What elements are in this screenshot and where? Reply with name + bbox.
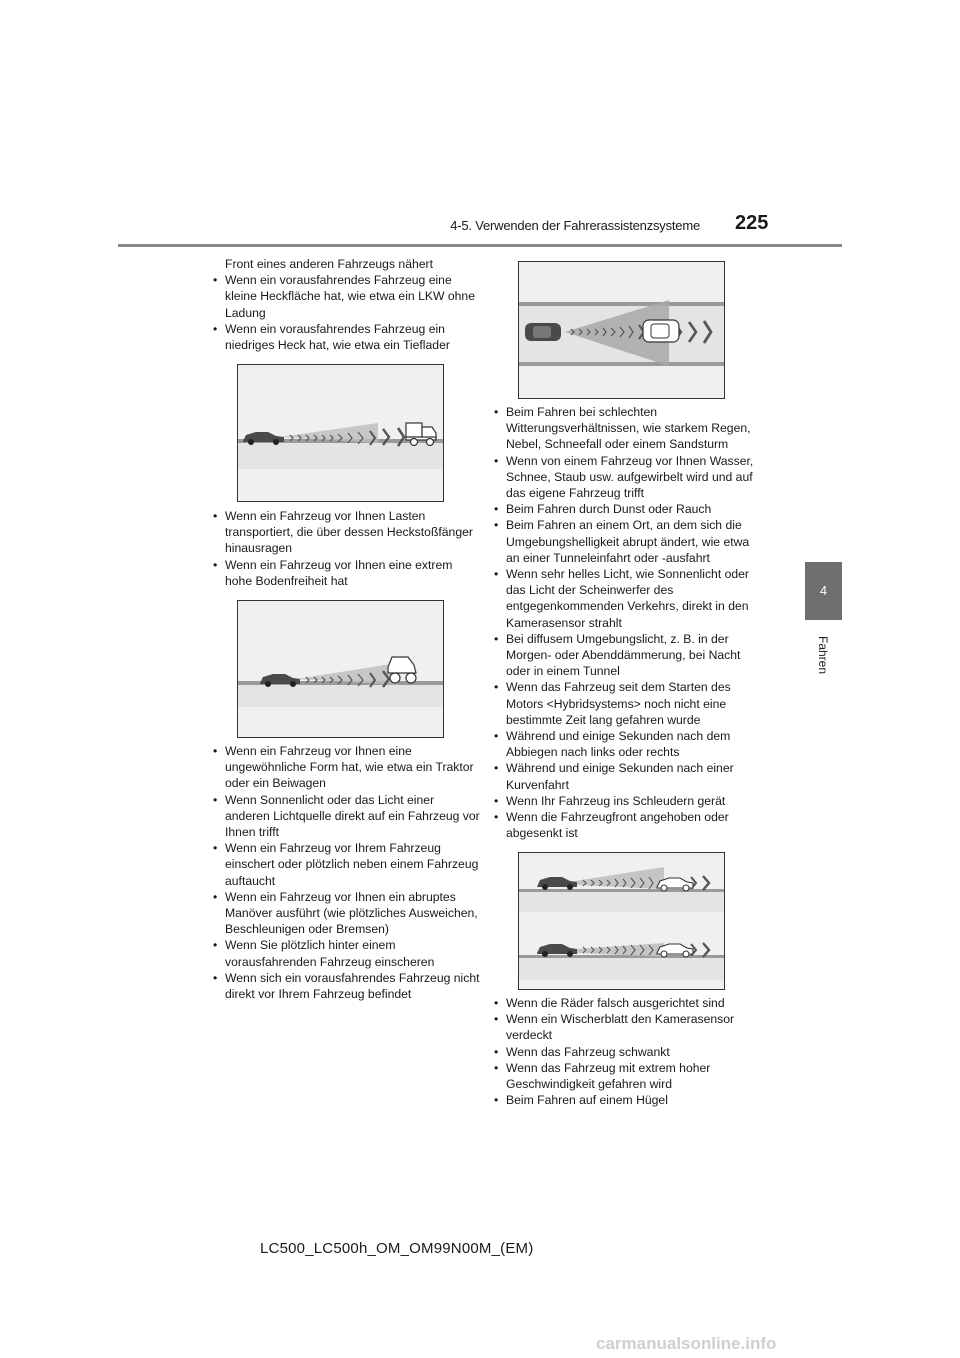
left-text-block-2 (210, 508, 482, 589)
list-item: • Wenn von einem Fahrzeug vor Ihnen Wasser, Schnee, Staub usw. aufgewirbelt wird und auf das eigene Fahrzeug trifft (491, 453, 756, 502)
header-rule (118, 244, 842, 247)
list-item: • Beim Fahren durch Dunst oder Rauch (491, 501, 756, 517)
list-item: • Beim Fahren bei schlechten Witterungsverhältnissen, wie starkem Regen, Nebel, Schneefall oder einem Sandsturm (491, 404, 756, 453)
condition-list (491, 404, 756, 841)
watermark: carmanualsonline.info (596, 1334, 777, 1353)
section-title: 4-5. Verwenden der Fahrerassistenzsysteme (450, 218, 700, 233)
continued-text: Front eines anderen Fahrzeugs nähert (225, 257, 433, 271)
chapter-tab-label: Fahren (816, 636, 830, 675)
list-item: • Wenn Ihr Fahrzeug ins Schleudern gerät (491, 793, 756, 809)
list-item: • Wenn Sie plötzlich hinter einem vorausfahrenden Fahrzeug einscheren (210, 937, 482, 969)
list-item: • Wenn ein vorausfahrendes Fahrzeug ein niedriges Heck hat, wie etwa ein Tieflader (210, 321, 482, 353)
condition-list (210, 272, 482, 353)
list-item: • Wenn ein Fahrzeug vor Ihnen eine ungewöhnliche Form hat, wie etwa ein Traktor oder ein Beiwagen (210, 743, 482, 792)
list-item: • Wenn die Fahrzeugfront angehoben oder abgesenkt ist (491, 809, 756, 841)
vehicle-ahead-icon (643, 320, 679, 342)
list-item: • Während und einige Sekunden nach einer Kurvenfahrt (491, 760, 756, 792)
left-text-block-1 (210, 256, 482, 353)
right-text-block-2 (491, 995, 756, 1108)
list-item: • Wenn sich ein vorausfahrendes Fahrzeug nicht direkt vor Ihrem Fahrzeug befindet (210, 970, 482, 1002)
list-item: • Bei diffusem Umgebungslicht, z. B. in der Morgen- oder Abenddämmerung, bei Nacht oder in einem Tunnel (491, 631, 756, 680)
list-item: • Wenn das Fahrzeug mit extrem hoher Geschwindigkeit gefahren wird (491, 1060, 756, 1092)
list-item: • Während und einige Sekunden nach dem Abbiegen nach links oder rechts (491, 728, 756, 760)
list-item: • Wenn sehr helles Licht, wie Sonnenlicht oder das Licht der Scheinwerfer des entgegenkommenden Verkehrs, direkt in den Kamerasensor strahlt (491, 566, 756, 631)
illustration-vehicle-front-pitch (518, 852, 725, 990)
list-item: • Wenn ein Fahrzeug vor Ihrem Fahrzeug einschert oder plötzlich neben einem Fahrzeug auftaucht (210, 840, 482, 889)
illustration-vehicle-ahead-cone (518, 261, 725, 399)
left-text-block-3 (210, 743, 482, 1002)
list-item: • Wenn ein vorausfahrendes Fahrzeug eine kleine Heckfläche hat, wie etwa ein LKW ohne Ladung (210, 272, 482, 321)
list-item: • Wenn ein Fahrzeug vor Ihnen Lasten transportiert, die über dessen Heckstoßfänger hinausragen (210, 508, 482, 557)
document-code: LC500_LC500h_OM_OM99N00M_(EM) (260, 1240, 534, 1257)
own-car-icon (525, 323, 561, 341)
list-item: • Beim Fahren auf einem Hügel (491, 1092, 756, 1108)
chapter-tab: 4 (805, 562, 842, 620)
list-item: • Wenn ein Wischerblatt den Kamerasensor verdeckt (491, 1011, 756, 1043)
illustration-high-ground-clearance (237, 600, 444, 738)
list-item: • Wenn die Räder falsch ausgerichtet sind (491, 995, 756, 1011)
high-vehicle-icon (388, 657, 416, 683)
right-text-block-1 (491, 404, 756, 841)
page-number: 225 (735, 212, 769, 234)
list-item: • Wenn das Fahrzeug seit dem Starten des Motors <Hybridsystems> noch nicht eine bestimmte Zeit lang gefahren wurde (491, 679, 756, 728)
condition-list (491, 995, 756, 1108)
list-item: • Wenn Sonnenlicht oder das Licht einer anderen Lichtquelle direkt auf ein Fahrzeug vor Ihnen trifft (210, 792, 482, 841)
condition-list (210, 743, 482, 1002)
list-item: • Beim Fahren an einem Ort, an dem sich die Umgebungshelligkeit abrupt ändert, wie etwa an einer Tunneleinfahrt oder -ausfahrt (491, 517, 756, 566)
illustration-truck-low-rear (237, 364, 444, 502)
list-item: • Wenn ein Fahrzeug vor Ihnen ein abruptes Manöver ausführt (wie plötzliches Ausweichen, Beschleunigen oder Bremsen) (210, 889, 482, 938)
condition-list (210, 508, 482, 589)
list-item: • Wenn das Fahrzeug schwankt (491, 1044, 756, 1060)
list-item: • Wenn ein Fahrzeug vor Ihnen eine extrem hohe Bodenfreiheit hat (210, 557, 482, 589)
